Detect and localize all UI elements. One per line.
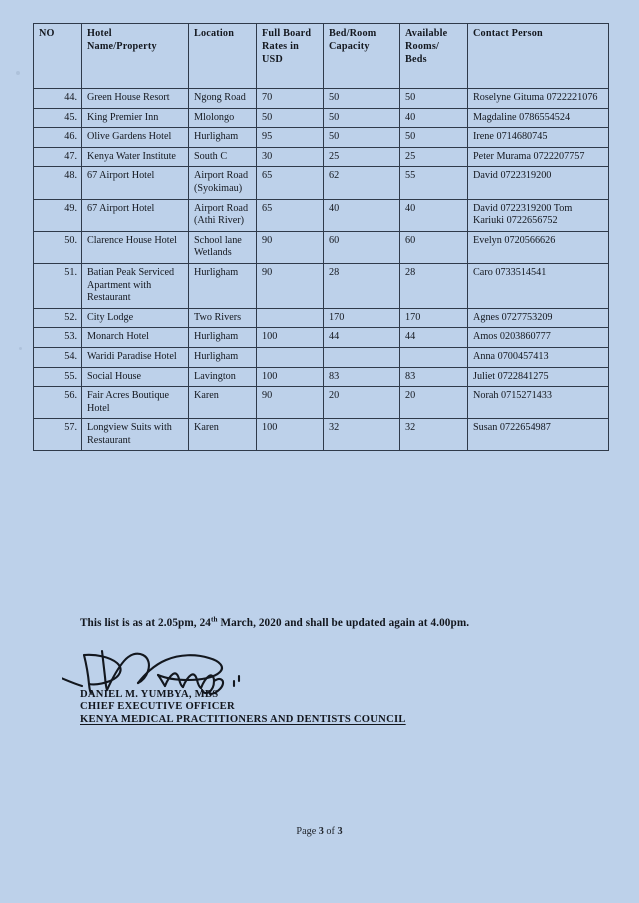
total-page-number: 3 bbox=[337, 826, 343, 837]
table-row bbox=[34, 367, 609, 387]
scan-artifact-speck-2 bbox=[19, 347, 22, 350]
cell-available-rooms: 50 bbox=[400, 89, 468, 109]
current-page-number: 3 bbox=[318, 826, 324, 837]
cell-available-rooms: 55 bbox=[400, 167, 468, 199]
cell-bed-room-capacity: 20 bbox=[324, 387, 400, 419]
cell-contact-person: David 0722319200 Tom Kariuki 0722656752 bbox=[468, 199, 609, 231]
cell-location: Two Rivers bbox=[189, 308, 257, 328]
cell-contact-person: Evelyn 0720566626 bbox=[468, 231, 609, 263]
cell-bed-room-capacity: 28 bbox=[324, 263, 400, 308]
table-row bbox=[34, 308, 609, 328]
cell-bed-room-capacity: 32 bbox=[324, 419, 400, 451]
column-header-contact-person: Contact Person bbox=[468, 24, 609, 89]
cell-bed-room-capacity: 83 bbox=[324, 367, 400, 387]
cell-bed-room-capacity: 44 bbox=[324, 328, 400, 348]
cell-location: Airport Road (Athi River) bbox=[189, 199, 257, 231]
signatory-organisation: KENYA MEDICAL PRACTITIONERS AND DENTISTS COUNCIL bbox=[80, 713, 406, 725]
cell-available-rooms: 60 bbox=[400, 231, 468, 263]
cell-full-board-rate: 90 bbox=[257, 231, 324, 263]
cell-contact-person: Amos 0203860777 bbox=[468, 328, 609, 348]
cell-location: Hurligham bbox=[189, 263, 257, 308]
cell-location: Lavington bbox=[189, 367, 257, 387]
page-label-middle: of bbox=[323, 826, 338, 837]
cell-full-board-rate: 90 bbox=[257, 263, 324, 308]
column-header-location: Location bbox=[189, 24, 257, 89]
page-label-prefix: Page bbox=[296, 826, 319, 837]
cell-bed-room-capacity: 50 bbox=[324, 108, 400, 128]
table-row bbox=[34, 89, 609, 109]
cell-no: 54. bbox=[34, 347, 82, 367]
signatory-name: DANIEL M. YUMBYA, MBS bbox=[80, 689, 219, 700]
table-row bbox=[34, 347, 609, 367]
table-row bbox=[34, 147, 609, 167]
cell-bed-room-capacity: 50 bbox=[324, 89, 400, 109]
note-text-part2: March, 2020 and shall be updated again at 4.00pm. bbox=[217, 617, 470, 629]
note-ordinal-suffix: th bbox=[210, 615, 218, 624]
cell-contact-person: David 0722319200 bbox=[468, 167, 609, 199]
cell-location: Hurligham bbox=[189, 328, 257, 348]
table-row bbox=[34, 419, 609, 451]
cell-hotel-name: City Lodge bbox=[82, 308, 189, 328]
cell-hotel-name: Clarence House Hotel bbox=[82, 231, 189, 263]
hotels-table-container bbox=[33, 23, 608, 451]
cell-available-rooms: 25 bbox=[400, 147, 468, 167]
cell-hotel-name: 67 Airport Hotel bbox=[82, 199, 189, 231]
cell-no: 51. bbox=[34, 263, 82, 308]
cell-hotel-name: Green House Resort bbox=[82, 89, 189, 109]
cell-available-rooms: 170 bbox=[400, 308, 468, 328]
signature-block bbox=[80, 689, 406, 726]
cell-available-rooms: 50 bbox=[400, 128, 468, 148]
table-row bbox=[34, 231, 609, 263]
table-row bbox=[34, 128, 609, 148]
cell-hotel-name: 67 Airport Hotel bbox=[82, 167, 189, 199]
cell-hotel-name: Social House bbox=[82, 367, 189, 387]
cell-no: 55. bbox=[34, 367, 82, 387]
hotels-table bbox=[33, 23, 609, 451]
cell-contact-person: Agnes 0727753209 bbox=[468, 308, 609, 328]
cell-full-board-rate: 70 bbox=[257, 89, 324, 109]
cell-contact-person: Caro 0733514541 bbox=[468, 263, 609, 308]
column-header-full-board-rates: Full Board Rates in USD bbox=[257, 24, 324, 89]
cell-contact-person: Juliet 0722841275 bbox=[468, 367, 609, 387]
cell-location: Karen bbox=[189, 419, 257, 451]
table-row bbox=[34, 263, 609, 308]
table-body bbox=[34, 89, 609, 451]
cell-location: Karen bbox=[189, 387, 257, 419]
cell-full-board-rate: 90 bbox=[257, 387, 324, 419]
cell-hotel-name: King Premier Inn bbox=[82, 108, 189, 128]
table-header-row bbox=[34, 24, 609, 89]
cell-available-rooms: 44 bbox=[400, 328, 468, 348]
cell-location: Mlolongo bbox=[189, 108, 257, 128]
table-header bbox=[34, 24, 609, 89]
table-row bbox=[34, 167, 609, 199]
column-header-hotel-name: Hotel Name/Property bbox=[82, 24, 189, 89]
cell-no: 52. bbox=[34, 308, 82, 328]
cell-contact-person: Norah 0715271433 bbox=[468, 387, 609, 419]
cell-available-rooms: 28 bbox=[400, 263, 468, 308]
signatory-title: CHIEF EXECUTIVE OFFICER bbox=[80, 701, 235, 713]
cell-full-board-rate: 30 bbox=[257, 147, 324, 167]
cell-hotel-name: Batian Peak Serviced Apartment with Restaurant bbox=[82, 263, 189, 308]
cell-full-board-rate bbox=[257, 308, 324, 328]
cell-bed-room-capacity: 60 bbox=[324, 231, 400, 263]
cell-no: 48. bbox=[34, 167, 82, 199]
cell-full-board-rate: 65 bbox=[257, 199, 324, 231]
cell-available-rooms: 40 bbox=[400, 199, 468, 231]
cell-contact-person: Irene 0714680745 bbox=[468, 128, 609, 148]
table-row bbox=[34, 108, 609, 128]
cell-no: 49. bbox=[34, 199, 82, 231]
cell-no: 46. bbox=[34, 128, 82, 148]
cell-bed-room-capacity: 170 bbox=[324, 308, 400, 328]
cell-contact-person: Roselyne Gituma 0722221076 bbox=[468, 89, 609, 109]
cell-full-board-rate: 100 bbox=[257, 419, 324, 451]
cell-contact-person: Anna 0700457413 bbox=[468, 347, 609, 367]
cell-bed-room-capacity: 62 bbox=[324, 167, 400, 199]
cell-available-rooms: 32 bbox=[400, 419, 468, 451]
cell-no: 53. bbox=[34, 328, 82, 348]
cell-available-rooms: 20 bbox=[400, 387, 468, 419]
cell-location: Hurligham bbox=[189, 347, 257, 367]
cell-available-rooms bbox=[400, 347, 468, 367]
column-header-no: NO bbox=[34, 24, 82, 89]
cell-no: 57. bbox=[34, 419, 82, 451]
cell-bed-room-capacity bbox=[324, 347, 400, 367]
cell-location: South C bbox=[189, 147, 257, 167]
cell-full-board-rate: 95 bbox=[257, 128, 324, 148]
cell-no: 50. bbox=[34, 231, 82, 263]
cell-no: 45. bbox=[34, 108, 82, 128]
cell-hotel-name: Olive Gardens Hotel bbox=[82, 128, 189, 148]
page-number-footer bbox=[0, 826, 639, 837]
cell-hotel-name: Kenya Water Institute bbox=[82, 147, 189, 167]
cell-bed-room-capacity: 25 bbox=[324, 147, 400, 167]
cell-location: Hurligham bbox=[189, 128, 257, 148]
cell-available-rooms: 83 bbox=[400, 367, 468, 387]
cell-location: School lane Wetlands bbox=[189, 231, 257, 263]
cell-full-board-rate bbox=[257, 347, 324, 367]
cell-contact-person: Susan 0722654987 bbox=[468, 419, 609, 451]
column-header-available-rooms-beds: Available Rooms/ Beds bbox=[400, 24, 468, 89]
cell-contact-person: Peter Murama 0722207757 bbox=[468, 147, 609, 167]
cell-no: 47. bbox=[34, 147, 82, 167]
cell-location: Airport Road (Syokimau) bbox=[189, 167, 257, 199]
cell-bed-room-capacity: 50 bbox=[324, 128, 400, 148]
scan-artifact-speck bbox=[16, 71, 20, 75]
cell-full-board-rate: 100 bbox=[257, 367, 324, 387]
cell-full-board-rate: 65 bbox=[257, 167, 324, 199]
cell-hotel-name: Longview Suits with Restaurant bbox=[82, 419, 189, 451]
cell-no: 44. bbox=[34, 89, 82, 109]
column-header-bed-room-capacity: Bed/Room Capacity bbox=[324, 24, 400, 89]
note-text-part1: This list is as at 2.05pm, 24 bbox=[80, 617, 211, 629]
cell-bed-room-capacity: 40 bbox=[324, 199, 400, 231]
cell-hotel-name: Waridi Paradise Hotel bbox=[82, 347, 189, 367]
update-note bbox=[80, 617, 469, 629]
cell-hotel-name: Monarch Hotel bbox=[82, 328, 189, 348]
cell-contact-person: Magdaline 0786554524 bbox=[468, 108, 609, 128]
cell-location: Ngong Road bbox=[189, 89, 257, 109]
table-row bbox=[34, 387, 609, 419]
cell-full-board-rate: 100 bbox=[257, 328, 324, 348]
cell-full-board-rate: 50 bbox=[257, 108, 324, 128]
cell-available-rooms: 40 bbox=[400, 108, 468, 128]
cell-no: 56. bbox=[34, 387, 82, 419]
cell-hotel-name: Fair Acres Boutique Hotel bbox=[82, 387, 189, 419]
table-row bbox=[34, 199, 609, 231]
table-row bbox=[34, 328, 609, 348]
